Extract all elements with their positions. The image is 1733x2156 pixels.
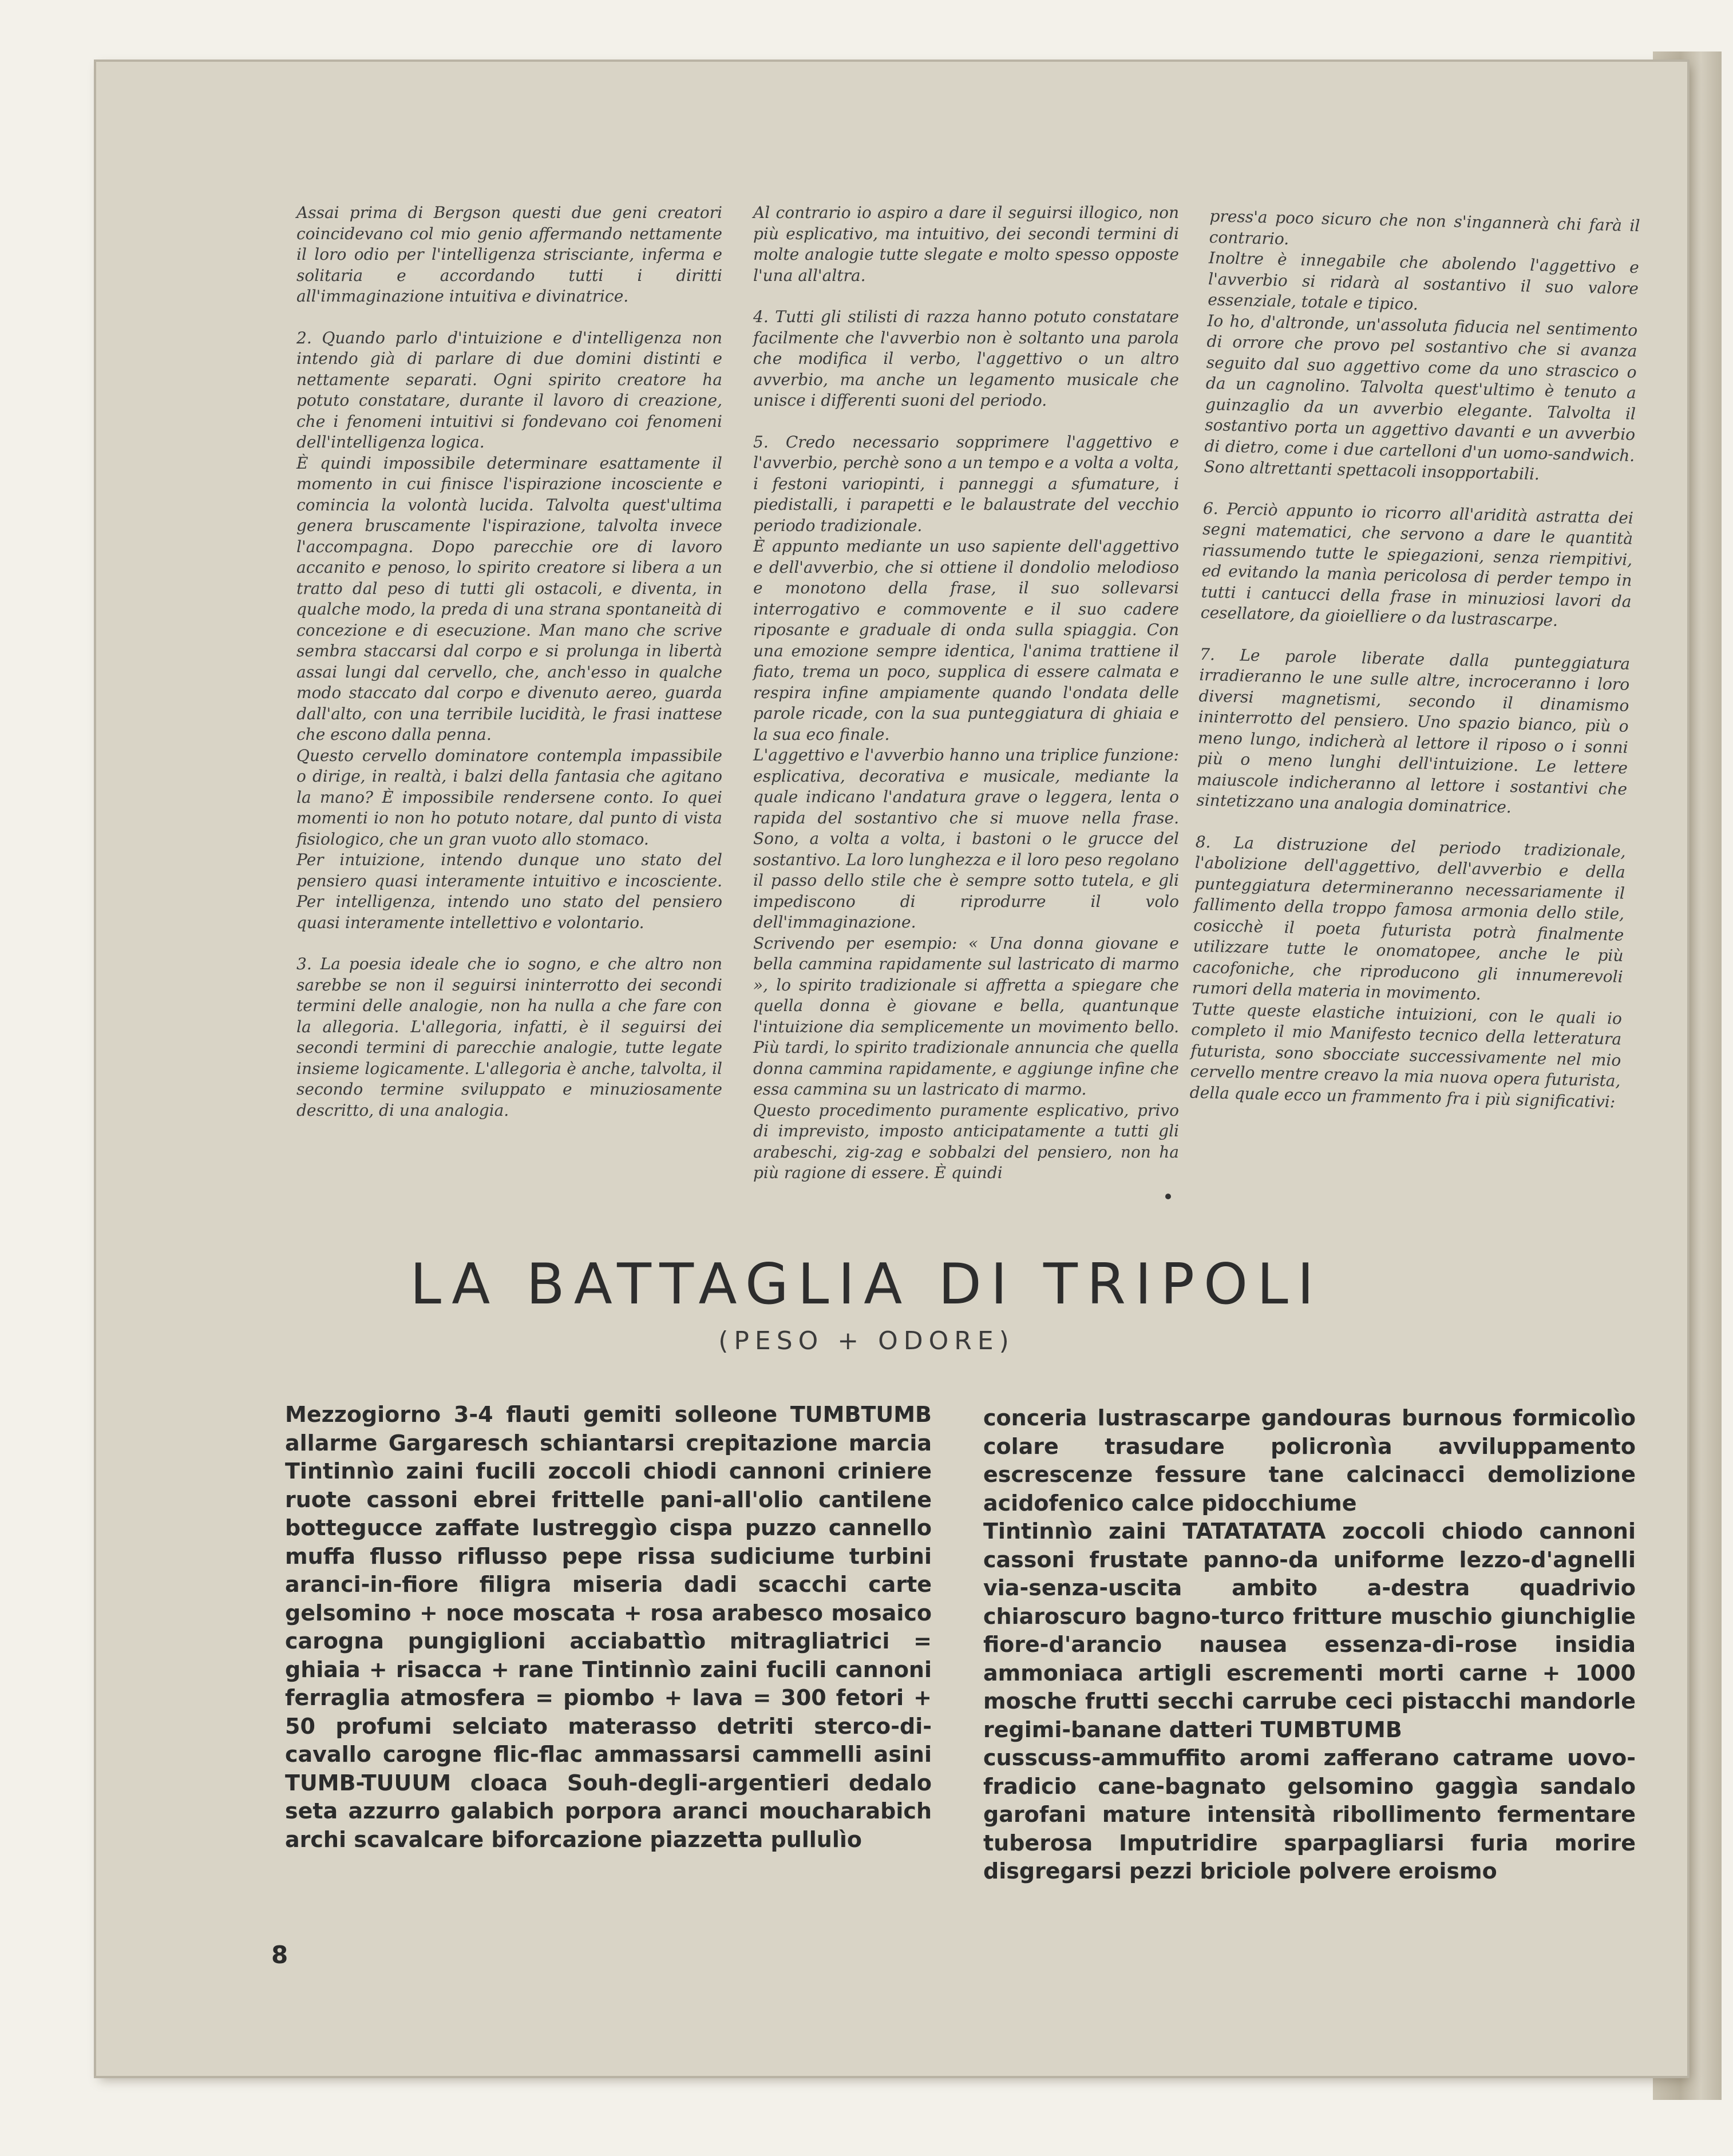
paragraph: Assai prima di Bergson questi due geni creatori coincidevano col mio genio affermando nettamente il loro odio per l'intelligenza strisciante, inferma e solitaria e accordando tutti i diritti all'immaginazione intuitiva e divinatrice. [296,203,722,306]
text-column-1 [296,203,722,1121]
text-column-3 [1189,206,1640,1113]
paragraph: Tutte queste elastiche intuizioni, con le quali io completo il mio Manifesto tecnico della letteratura futurista, sono sbocciate successivamente nel mio cervello mentre creavo la mia nuova opera futurista, della quale ecco un frammento fra i più significativi: [1189,999,1623,1111]
poem-title: LA BATTAGLIA DI TRIPOLI [410,1252,1323,1317]
poem-stanza: Tintinnìo zaini TATATATATA zoccoli chiodo cannoni cassoni frustate panno-da uniforme lezzo-d'agnelli via-senza-uscita ambito a-destra quadrivio chiaroscuro bagno-turco fritture muschio giunchiglie fiore-d'arancio nausea essenza-di-rose insidia ammoniaca artigli escrementi morti carne + 1000 mosche frutti secchi carrube ceci pistacchi mandorle regimi-banane datteri TUMBTUMB [983,1519,1636,1742]
ornament-dot [1165,1194,1171,1199]
poem-subtitle: (PESO + ODORE) [718,1326,1015,1356]
paragraph: 8. La distruzione del periodo tradizionale, l'abolizione dell'aggettivo, dell'avverbio e della punteggiatura determineranno necessariamente il fallimento della troppo famosa armonia dello stile, cosicchè il poeta futurista potrà finalmente utilizzare tutte le onomatopee, anche le più cacofoniche, che riproducono gli innumerevoli rumori della materia in movimento. [1192,832,1626,1004]
paragraph: 2. Quando parlo d'intuizione e d'intelligenza non intendo già di parlare di due domini distinti e nettamente separati. Ogni spirito creatore ha potuto constatare, durante il lavoro di creazione, che i fenomeni intuitivi si fondevano coi fenomeni dell'intelligenza logica. [296,328,722,451]
poem-column-1 [285,1401,932,1854]
paragraph: press'a poco sicuro che non s'ingannerà chi farà il contrario. [1209,206,1640,248]
poem-stanza: cusscuss-ammuffito aromi zafferano catrame uovo-fradicio cane-bagnato gelsomino gaggìa sandalo garofani mature intensità ribollimento fermentare tuberosa Imputridire sparpagliarsi furia morire disgregarsi pezzi briciole polvere eroismo [983,1745,1636,1884]
paragraph: Scrivendo per esempio: « Una donna giovane e bella cammina rapidamente sul lastricato di marmo », lo spirito tradizionale si affretta a spiegare che quella donna è giovane e bella, quantunque l'intuizione dia semplicemente un movimento bello. Più tardi, lo spirito tradizionale annuncia che quella donna cammina rapidamente, e aggiunge infine che essa cammina su un lastricato di marmo. [753,933,1179,1099]
paragraph: L'aggettivo e l'avverbio hanno una triplice funzione: esplicativa, decorativa e musicale, mediante la quale indicano l'andatura grave o leggera, lenta o rapida del sostantivo che si muove nella frase. Sono, a volta a volta, i bastoni o le grucce del sostantivo. La loro lunghezza e il loro peso regolano il passo dello stile che è sempre sotto tutela, e gli impediscono di riprodurre il volo dell'immaginazione. [753,746,1179,932]
paragraph: Inoltre è innegabile che abolendo l'aggettivo e l'avverbio si ridarà al sostantivo il suo valore essenziale, totale e tipico. [1207,248,1640,314]
paragraph: 7. Le parole liberate dalla punteggiatura irradieranno le une sulle altre, incroceranno i loro diversi magnetismi, secondo il dinamismo ininterrotto del pensiero. Uno spazio bianco, più o meno lungo, indicherà al lettore il riposo o i sonni più o meno lunghi dell'intuizione. Le lettere maiuscole indicheranno al lettore i sostantivi che sintetizzano una analogia dominatrice. [1196,644,1631,817]
paragraph: 5. Credo necessario sopprimere l'aggettivo e l'avverbio, perchè sono a un tempo e a volta a volta, i festoni variopinti, i panneggi a sfumature, i piedistalli, i parapetti e le balaustrate del vecchio periodo tradizionale. [753,432,1179,535]
paragraph: Questo procedimento puramente esplicativo, privo di imprevisto, imposto anticipatamente a tutti gli arabeschi, zig-zag e sobbalzi del pensiero, non ha più ragione di essere. È quindi [753,1100,1179,1182]
page-number: 8 [271,1941,288,1969]
paragraph: Per intuizione, intendo dunque uno stato del pensiero quasi interamente intuitivo e incosciente. Per intelligenza, intendo uno stato del pensiero quasi interamente intellettivo e volontario. [296,850,722,932]
poem-column-2 [983,1404,1636,1886]
paragraph: È quindi impossibile determinare esattamente il momento in cui finisce l'ispirazione incosciente e comincia la volontà lucida. Talvolta quest'ultima genera bruscamente l'ispirazione, talvolta invece l'accompagna. Dopo parecchie ore di lavoro accanito e penoso, lo spirito creatore si libera a un tratto dal peso di tutti gli ostacoli, e diventa, in qualche modo, la preda di una strana spontaneità di concezione e di esecuzione. Man mano che scrive sembra staccarsi dal corpo e si prolunga in libertà assai lungi dal cervello, che, anch'esso in qualche modo staccato dal corpo e divenuto aereo, guarda dall'alto, con una terribile lucidità, le frasi inattese che escono dalla penna. [296,453,722,744]
paragraph: 6. Perciò appunto io ricorro all'aridità astratta dei segni matematici, che servono a dare le quantità riassumendo tutte le spiegazioni, senza riempitivi, ed evitando la manìa pericolosa di perder tempo in tutti i cantucci della frase in minuziosi lavori da cesellatore, da gioielliere o da lustrascarpe. [1200,498,1634,630]
paragraph: È appunto mediante un uso sapiente dell'aggettivo e dell'avverbio, che si ottiene il dondolio melodioso e monotono della frase, il suo sollevarsi interrogativo e commovente e il suo cadere riposante e graduale di onda sulla spiaggia. Con una emozione sempre identica, l'anima trattiene il fiato, trema un poco, supplica di essere calmata e respira infine ampiamente quando l'ondata delle parole ricade, con la sua punteggiatura di ghiaia e la sua eco finale. [753,537,1179,744]
poem-stanza: Mezzogiorno 3-4 flauti gemiti solleone TUMBTUMB allarme Gargaresch schiantarsi crepitazione marcia Tintinnìo zaini fucili zoccoli chiodi cannoni criniere ruote cassoni ebrei frittelle pani-all'olio cantilene bottegucce zaffate lustreggìo cispa puzzo cannello muffa flusso riflusso pepe rissa sudiciume turbini aranci-in-fiore filigra miseria dadi scacchi carte gelsomino + noce moscata + rosa arabesco mosaico carogna pungiglioni acciabattìo mitragliatrici = ghiaia + risacca + rane Tintinnìo zaini fucili cannoni ferraglia atmosfera = piombo + lava = 300 fetori + 50 profumi selciato materasso detriti sterco-di-cavallo carogne flic-flac ammassarsi cammelli asini TUMB-TUUUM cloaca Souh-degli-argentieri dedalo seta azzurro galabich porpora aranci moucharabich archi scavalcare biforcazione piazzetta pullulìo [285,1402,932,1852]
poem-stanza: conceria lustrascarpe gandouras burnous formicolìo colare trasudare policronìa avviluppamento escrescenze fessure tane calcinacci demolizione acidofenico calce pidocchiume [983,1405,1636,1516]
paragraph: 4. Tutti gli stilisti di razza hanno potuto constatare facilmente che l'avverbio non è soltanto una parola che modifica il verbo, l'aggettivo o un altro avverbio, ma anche un legamento musicale che unisce i differenti suoni del periodo. [753,307,1179,410]
text-column-2 [753,203,1179,1184]
paragraph: Io ho, d'altronde, un'assoluta fiducia nel sentimento di orrore che provo pel sostantivo che si avanza seguito dal suo aggettivo come da uno strascico o da un cagnolino. Talvolta quest'ultimo è tenuto a guinzaglio da un avverbio elegante. Talvolta il sostantivo porta un aggettivo davanti e un avverbio di dietro, come i due cartelloni d'un uomo-sandwich. Sono altrettanti spettacoli insopportabili. [1204,311,1638,484]
paragraph: Al contrario io aspiro a dare il seguirsi illogico, non più esplicativo, ma intuitivo, dei secondi termini di molte analogie tutte slegate e molto spesso opposte l'una all'altra. [753,203,1179,285]
paragraph: 3. La poesia ideale che io sogno, e che altro non sarebbe se non il seguirsi ininterrotto dei secondi termini delle analogie, non ha nulla a che fare con la allegoria. L'allegoria, infatti, è il seguirsi dei secondi termini di parecchie analogie, tutte legate insieme logicamente. L'allegoria è anche, talvolta, il secondo termine sviluppato e minuziosamente descritto, di una analogia. [296,954,722,1120]
paragraph: Questo cervello dominatore contempla impassibile o dirige, in realtà, i balzi della fantasia che agitano la mano? È impossibile rendersene conto. Io quei momenti io non ho potuto notare, dal punto di vista fisiologico, che un gran vuoto allo stomaco. [296,746,722,849]
